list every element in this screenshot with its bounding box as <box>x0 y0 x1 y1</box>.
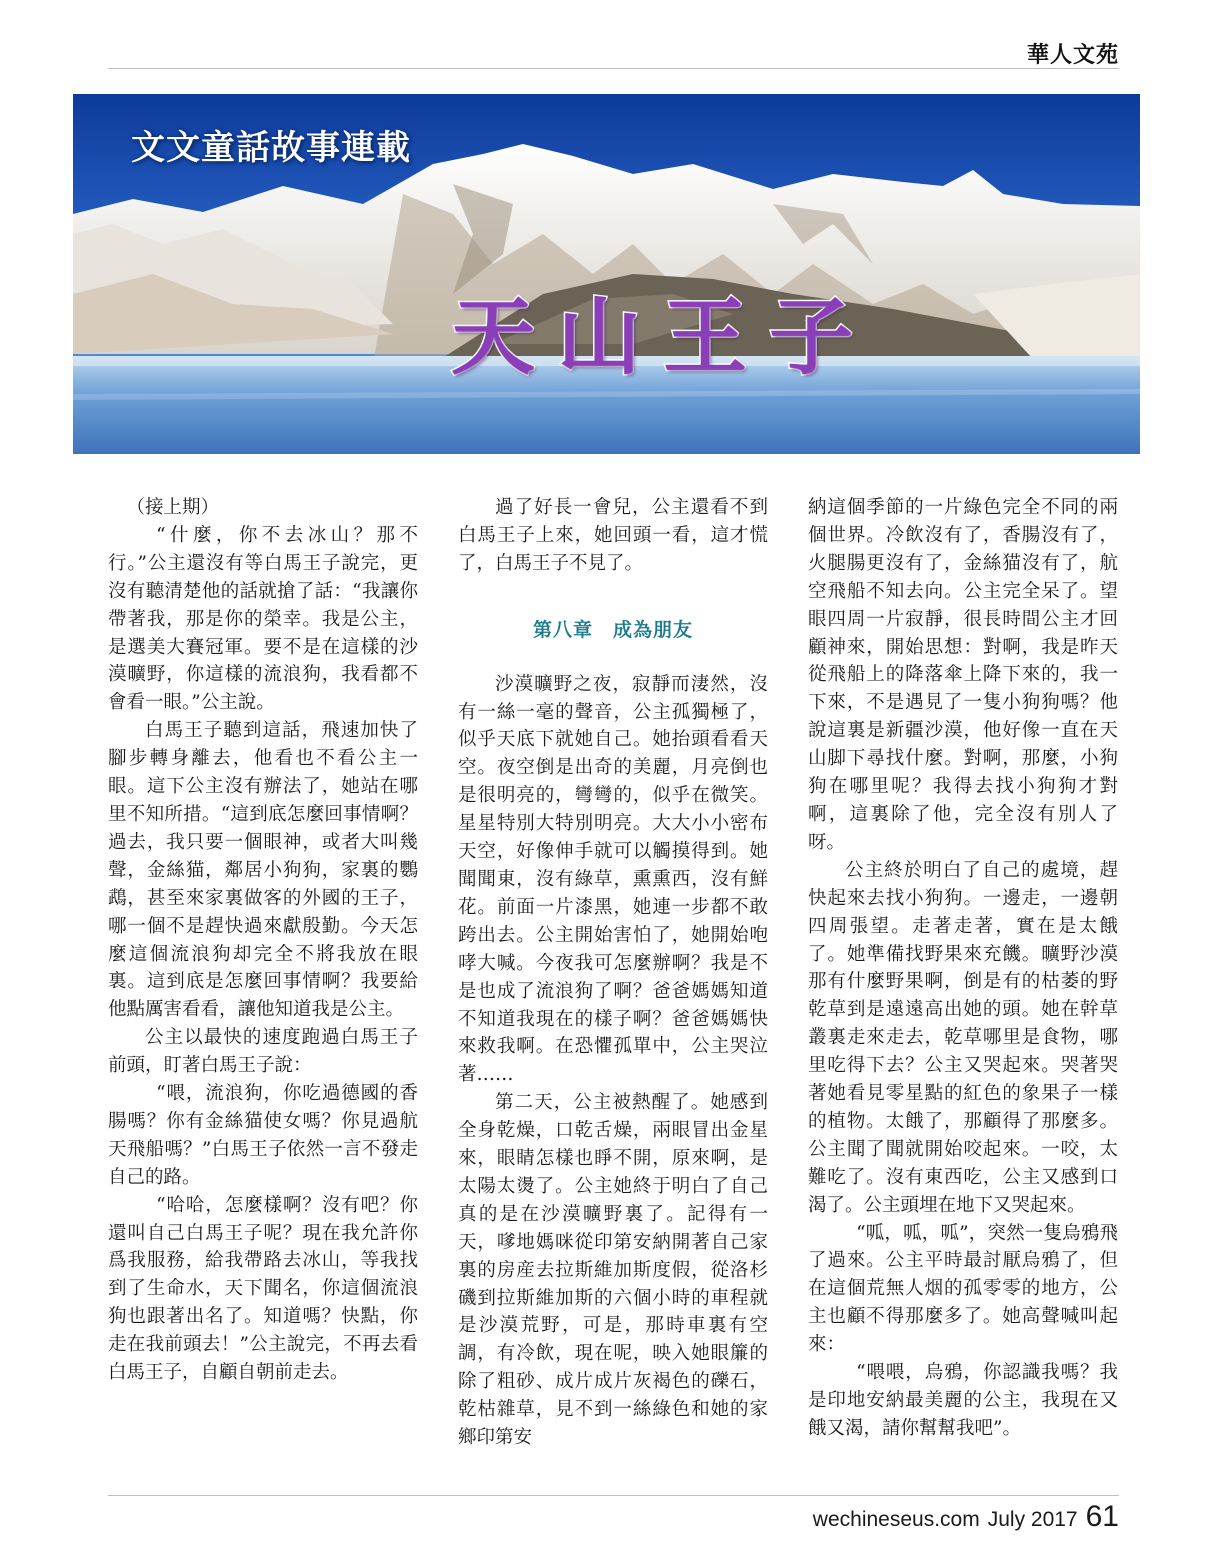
paragraph: 沙漠曠野之夜，寂靜而淒然，沒有一絲一毫的聲音，公主孤獨極了，似乎天底下就她自己。她抬頭看看天空。夜空倒是出奇的美麗，月亮倒也是很明亮的，彎彎的，似乎在微笑。星星特別大特別明亮。大大小小密布天空，好像伸手就可以觸摸得到。她聞聞東，沒有綠草，熏熏西，沒有鮮花。前面一片漆黑，她連一步都不敢跨出去。公主開始害怕了，她開始咆哮大喊。今夜我可怎麼辦啊？我是不是也成了流浪狗了啊？爸爸媽媽知道不知道我現在的樣子啊？爸爸媽媽快來救我啊。在恐懼孤單中，公主哭泣著…… <box>458 673 768 1086</box>
paragraph: 第二天，公主被熱醒了。她感到全身乾燥，口乾舌燥，兩眼冒出金星來，眼睛怎樣也睜不開，原來啊，是太陽太燙了。公主她終于明白了自己真的是在沙漠曠野裏了。記得有一天，嗲地媽咪從印第安納開著自己家裏的房産去拉斯維加斯度假，從洛杉磯到拉斯維加斯的六個小時的車程就是沙漠荒野，可是，那時車裏有空調，有冷飲，現在呢，映入她眼簾的除了粗砂、成片成片灰褐色的礫石，乾枯雜草，見不到一絲綠色和她的家鄉印第安 <box>458 1092 768 1449</box>
paragraph: “什麼，你不去冰山？那不行。”公主還沒有等白馬王子說完，更沒有聽清楚他的話就搶了話：“我讓你帶著我，那是你的榮幸。我是公主，是選美大賽冠軍。要不是在這樣的沙漠曠野，你這樣的流浪狗，我看都不會看一眼。”公主說。 <box>108 524 418 714</box>
footer-website: wechineseus.com <box>812 1508 980 1531</box>
paragraph: 過了好長一會兒，公主還看不到白馬王子上來，她回頭一看，這才慌了，白馬王子不見了。 <box>458 497 768 574</box>
page-number: 61 <box>1085 1500 1119 1533</box>
article-column-1 <box>108 494 418 1387</box>
section-label: 華人文苑 <box>1026 43 1119 68</box>
article-column-2 <box>458 494 768 1452</box>
story-title: 天山王子 <box>451 287 876 386</box>
series-title: 文文童話故事連載 <box>131 128 411 168</box>
paragraph: 納這個季節的一片綠色完全不同的兩個世界。冷飲沒有了，香腸沒有了，火腿腸更沒有了，金絲猫沒有了，航空飛船不知去向。公主完全呆了。望眼四周一片寂靜，很長時間公主才回顧神來，開始思想：對啊，我是昨天從飛船上的降落傘上降下來的，我一下來，不是遇見了一隻小狗狗嗎？他說這裏是新疆沙漠，他好像一直在天山脚下尋找什麼。對啊，那麼，小狗狗在哪里呢？我得去找小狗狗才對啊，這裏除了他，完全沒有別人了呀。 <box>808 497 1118 853</box>
title-banner <box>73 94 1140 454</box>
chapter-heading: 第八章 成為朋友 <box>532 618 693 641</box>
paragraph: 白馬王子聽到這話，飛速加快了腳步轉身離去，他看也不看公主一眼。這下公主沒有辦法了，她站在哪里不知所措。“這到底怎麼回事情啊？過去，我只要一個眼神，或者大叫幾聲，金絲猫，鄰居小狗狗，家裏的鸚鵡，甚至來家裏做客的外國的王子，哪一個不是趕快過來獻殷勤。今天怎麼這個流浪狗却完全不將我放在眼裏。這到底是怎麼回事情啊？我要給他點厲害看看，讓他知道我是公主。 <box>108 720 418 1021</box>
header-rule <box>108 68 1119 69</box>
paragraph: （接上期） <box>126 497 220 518</box>
paragraph: 公主終於明白了自己的處境，趕快起來去找小狗狗。一邊走，一邊朝四周張望。走著走著，實在是太餓了。她準備找野果來充饑。曠野沙漠那有什麼野果啊，倒是有的枯萎的野乾草到是遠遠高出她的頭。她在幹草叢裏走來走去，乾草哪里是食物，哪里吃得下去？公主又哭起來。哭著哭著她看見零星點的紅色的象果子一樣的植物。太餓了，那顧得了那麼多。公主聞了聞就開始咬起來。一咬，太難吃了。沒有東西吃，公主又感到口渴了。公主頭埋在地下又哭起來。 <box>808 859 1118 1216</box>
paragraph: “喂喂，烏鴉，你認識我嗎？我是印地安納最美麗的公主，我現在又餓又渴，請你幫幫我吧”。 <box>808 1362 1118 1439</box>
footer-rule <box>108 1495 1119 1496</box>
paragraph: “呱，呱，呱”，突然一隻烏鴉飛了過來。公主平時最討厭烏鴉了，但在這個荒無人烟的孤零零的地方，公主也顧不得那麼多了。她高聲喊叫起來： <box>808 1222 1118 1356</box>
paragraph: “哈哈，怎麼樣啊？沒有吧？你還叫自己白馬王子呢？現在我允許你爲我服務，給我帶路去冰山，等我找到了生命水，天下聞名，你這個流浪狗也跟著出名了。知道嗎？快點，你走在我前頭去！”公主說完，不再去看白馬王子，自顧自朝前走去。 <box>108 1194 418 1384</box>
paragraph: “喂，流浪狗，你吃過德國的香腸嗎？你有金絲猫使女嗎？你見過航天飛船嗎？”白馬王子依然一言不發走自己的路。 <box>108 1083 418 1188</box>
article-column-3 <box>808 494 1118 1443</box>
paragraph: 公主以最快的速度跑過白馬王子前頭，盯著白馬王子說： <box>108 1027 418 1077</box>
footer-date: July 2017 <box>987 1508 1078 1531</box>
page-footer <box>813 1500 1119 1534</box>
